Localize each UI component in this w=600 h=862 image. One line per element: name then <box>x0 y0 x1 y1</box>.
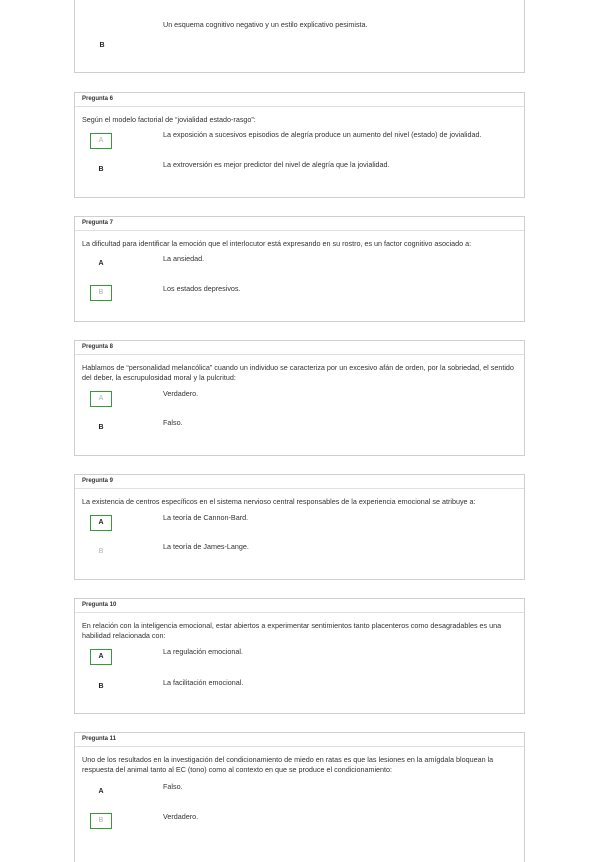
q9-option-a-letter[interactable]: A <box>90 515 112 531</box>
q7-option-b-letter[interactable]: B <box>90 285 112 301</box>
question-header: Pregunta 7 <box>75 217 524 231</box>
q10-option-b-letter[interactable]: B <box>98 683 104 690</box>
q6-option-b-text: La extroversión es mejor predictor del nivel de alegría que la jovialidad. <box>163 160 390 169</box>
q10-option-a-text: La regulación emocional. <box>163 647 243 656</box>
q11-option-b-letter[interactable]: B <box>90 813 112 829</box>
q5-option-b-letter[interactable]: B <box>99 42 105 49</box>
question-stem: Uno de los resultados en la investigación del condicionamiento de miedo en ratas es que las lesiones en la amígdala bloquean la respuesta del animal tanto al EC (tono) como al contexto en que se produce el condicionamiento: <box>82 755 494 774</box>
question-stem: En relación con la inteligencia emocional, estar abiertos a experimentar sentimientos tanto placenteros como desagradables es una habilidad relacionada con: <box>82 621 502 640</box>
question-card-9 <box>74 474 525 580</box>
question-header: Pregunta 11 <box>75 733 524 747</box>
question-card-11 <box>74 732 525 862</box>
q7-option-a-text: La ansiedad. <box>163 254 205 263</box>
question-stem: Hablamos de “personalidad melancólica” cuando un individuo se caracteriza por un excesivo afán de orden, por la sobriedad, el sentido del deber, la escrupulosidad moral y la pulcritud: <box>82 363 514 382</box>
q6-option-a-letter[interactable]: A <box>90 133 112 149</box>
q6-option-a-text: La exposición a sucesivos episodios de alegría produce un aumento del nivel (estado) de jovialidad. <box>163 130 482 139</box>
question-card-6 <box>74 92 525 198</box>
question-card-8 <box>74 340 525 456</box>
question-stem: La dificultad para identificar la emoción que el interlocutor está expresando en su rostro, es un factor cognitivo asociado a: <box>82 239 472 248</box>
q7-option-b-text: Los estados depresivos. <box>163 284 241 293</box>
question-header: Pregunta 8 <box>75 341 524 355</box>
q9-option-b-text: La teoría de James-Lange. <box>163 542 249 551</box>
question-stem: Según el modelo factorial de “jovialidad estado-rasgo”: <box>82 115 256 124</box>
q7-option-a-letter[interactable]: A <box>98 260 104 267</box>
q9-option-a-text: La teoría de Cannon-Bard. <box>163 513 249 522</box>
question-card-5 <box>74 0 525 73</box>
q9-option-b-letter[interactable]: B <box>98 548 104 555</box>
q10-option-a-letter[interactable]: A <box>90 649 112 665</box>
question-header: Pregunta 6 <box>75 93 524 107</box>
question-header: Pregunta 9 <box>75 475 524 489</box>
q8-option-a-text: Verdadero. <box>163 389 199 398</box>
q11-option-a-letter[interactable]: A <box>98 788 104 795</box>
question-stem: La existencia de centros específicos en el sistema nervioso central responsables de la experiencia emocional se atribuye a: <box>82 497 476 506</box>
q8-option-b-letter[interactable]: B <box>98 424 104 431</box>
q5-option-a-text: Un esquema cognitivo negativo y un estilo explicativo pesimista. <box>163 20 368 29</box>
q8-option-a-letter[interactable]: A <box>90 391 112 407</box>
question-card-10 <box>74 598 525 714</box>
question-header: Pregunta 10 <box>75 599 524 613</box>
question-card-7 <box>74 216 525 322</box>
q6-option-b-letter[interactable]: B <box>98 166 104 173</box>
q10-option-b-text: La facilitación emocional. <box>163 678 244 687</box>
q11-option-b-text: Verdadero. <box>163 812 199 821</box>
q11-option-a-text: Falso. <box>163 782 183 791</box>
q8-option-b-text: Falso. <box>163 418 183 427</box>
